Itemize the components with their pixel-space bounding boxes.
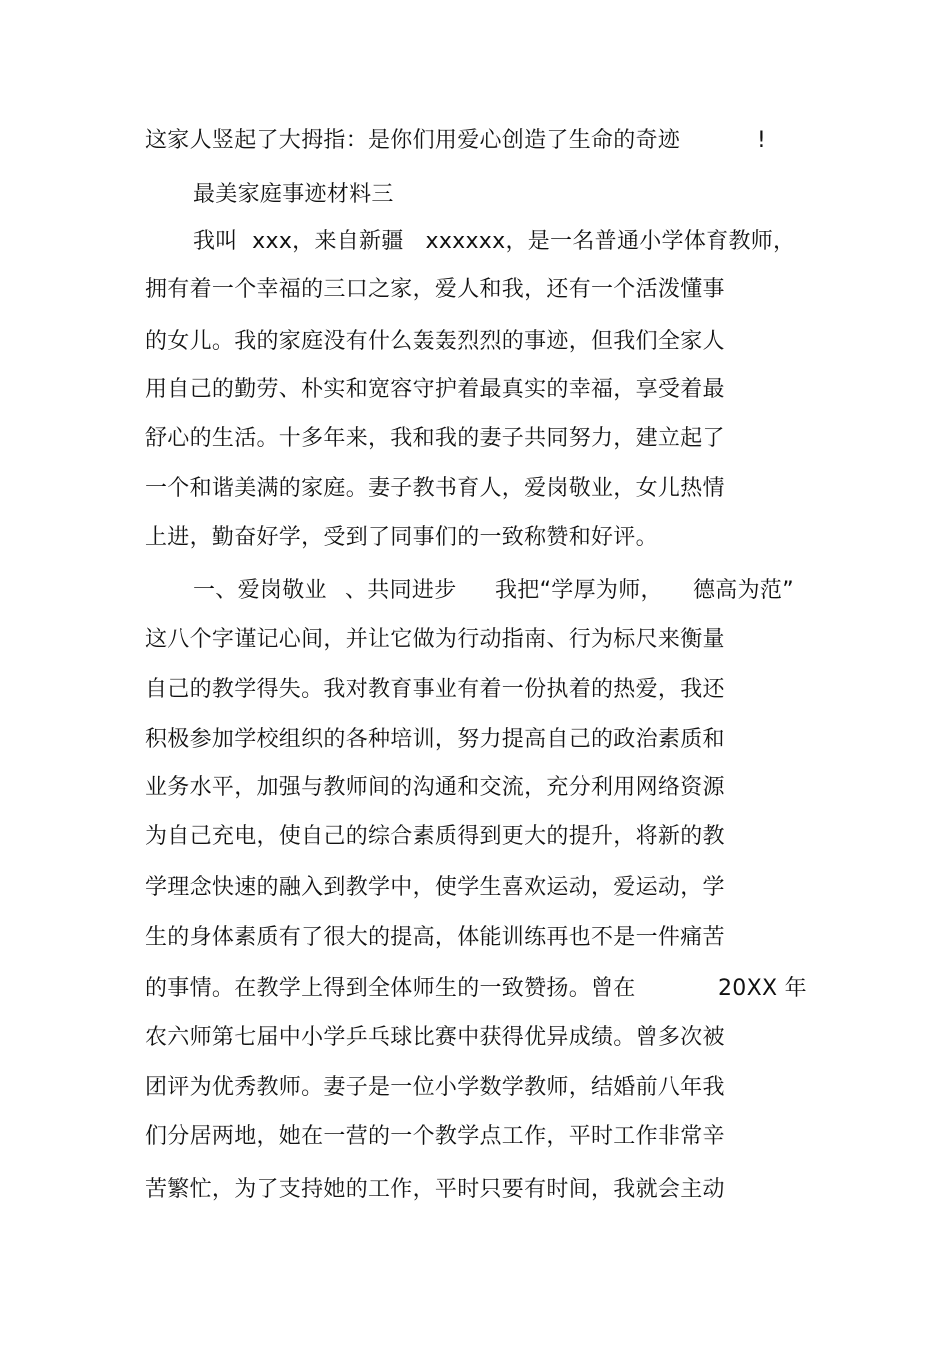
text-segment: 积极参加学校组织的各种培训，努力提高自己的政治素质和: [145, 727, 725, 752]
text-line: [0, 370, 725, 410]
text-line: [0, 969, 807, 1009]
text-segment: 拥有着一个幸福的三口之家，爱人和我，还有一个活泼懂事: [145, 277, 725, 302]
text-segment: 我叫 xxx，来自新疆 xxxxxx，是一名普通小学体育教师，: [193, 229, 796, 254]
text-line: [0, 322, 725, 362]
text-segment: 上进，勤奋好学，受到了同事们的一致称赞和好评。: [145, 525, 658, 550]
text-line: [0, 469, 725, 509]
text-line: [0, 868, 725, 908]
text-segment: 的女儿。我的家庭没有什么轰轰烈烈的事迹，但我们全家人: [145, 329, 725, 354]
text-segment: 苦繁忙，为了支持她的工作，平时只要有时间，我就会主动: [145, 1177, 725, 1202]
text-line: [0, 1117, 725, 1157]
text-segment: 用自己的勤劳、朴实和宽容守护着最真实的幸福，享受着最: [145, 377, 725, 402]
text-segment: 一、爱岗敬业: [193, 578, 327, 603]
text-segment: 团评为优秀教师。妻子是一位小学数学教师，结婚前八年我: [145, 1075, 725, 1100]
text-segment: 德高为范”: [693, 578, 794, 603]
text-line: [0, 1018, 725, 1058]
text-line: [0, 270, 725, 310]
text-line: [0, 1170, 725, 1210]
text-line: [0, 670, 725, 710]
text-line: [0, 1068, 725, 1108]
text-line: [0, 768, 725, 808]
text-segment: 业务水平，加强与教师间的沟通和交流，充分利用网络资源: [145, 775, 725, 800]
text-segment: 生的身体素质有了很大的提高，体能训练再也不是一件痛苦: [145, 925, 725, 950]
text-segment: 农六师第七届中小学乒乓球比赛中获得优异成绩。曾多次被: [145, 1025, 725, 1050]
text-line: [0, 419, 725, 459]
text-segment: 这家人竖起了大拇指：是你们用爱心创造了生命的奇迹: [145, 128, 681, 153]
text-segment: 最美家庭事迹材料三: [193, 182, 394, 207]
text-line: [0, 222, 796, 262]
text-line: [0, 518, 658, 558]
text-segment: 我把“学厚为师，: [495, 578, 663, 603]
text-segment: 这八个字谨记心间，并让它做为行动指南、行为标尺来衡量: [145, 627, 725, 652]
text-segment: 自己的教学得失。我对教育事业有着一份执着的热爱，我还: [145, 677, 725, 702]
text-segment: 舒心的生活。十多年来，我和我的妻子共同努力，建立起了: [145, 426, 725, 451]
text-segment: 学理念快速的融入到教学中，使学生喜欢运动，爱运动，学: [145, 875, 725, 900]
text-segment: 一个和谐美满的家庭。妻子教书育人，爱岗敬业，女儿热情: [145, 476, 725, 501]
text-segment: 20XX 年: [718, 976, 807, 1001]
section-heading: [0, 175, 394, 215]
text-line: [0, 571, 794, 611]
text-segment: 的事情。在教学上得到全体师生的一致赞扬。曾在: [145, 976, 636, 1001]
text-line: [0, 121, 767, 161]
text-segment: 为自己充电，使自己的综合素质得到更大的提升，将新的教: [145, 824, 725, 849]
text-segment: 、共同进步: [345, 578, 457, 603]
text-segment: !: [757, 128, 767, 153]
text-line: [0, 918, 725, 958]
text-line: [0, 720, 725, 760]
text-line: [0, 817, 725, 857]
text-line: [0, 620, 725, 660]
text-segment: 们分居两地，她在一营的一个教学点工作，平时工作非常辛: [145, 1124, 725, 1149]
